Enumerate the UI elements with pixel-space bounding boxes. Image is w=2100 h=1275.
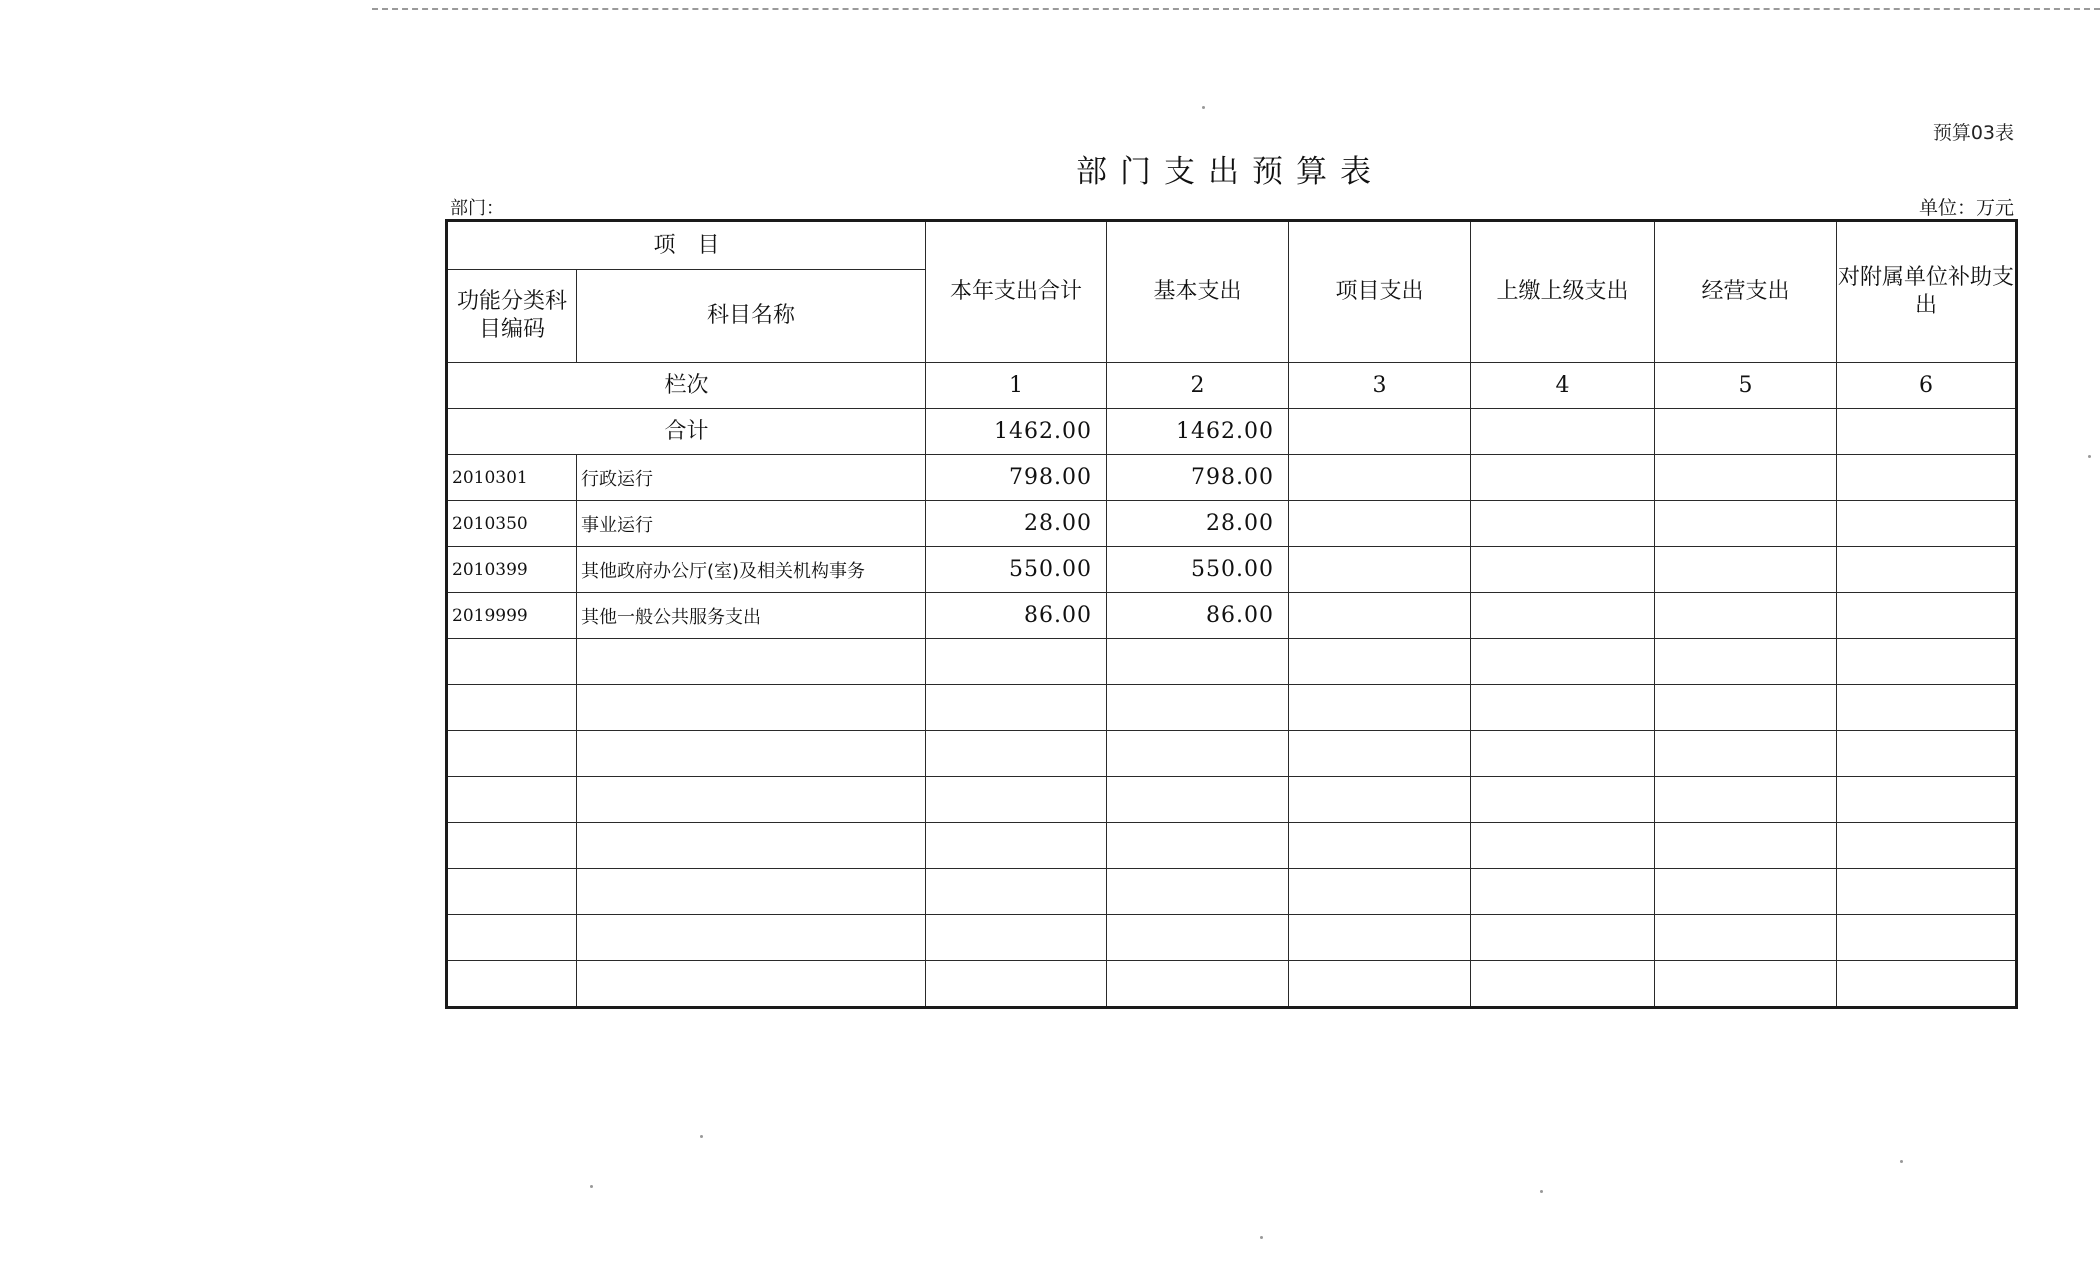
total-value — [1837, 409, 2017, 455]
row-value — [1471, 501, 1655, 547]
row-value — [1289, 455, 1471, 501]
total-value — [1471, 409, 1655, 455]
header-subject-name: 科目名称 — [577, 270, 926, 363]
page-title: 部门支出预算表 — [1076, 154, 1384, 190]
column-index-3: 3 — [1289, 363, 1471, 409]
header-col-total: 本年支出合计 — [926, 221, 1107, 363]
row-value — [1655, 455, 1837, 501]
column-index-5: 5 — [1655, 363, 1837, 409]
department-label: 部门： — [450, 198, 504, 219]
scan-speck — [700, 1135, 703, 1138]
row-value: 550.00 — [1107, 547, 1289, 593]
header-col-remit: 上缴上级支出 — [1471, 221, 1655, 363]
total-value — [1289, 409, 1471, 455]
empty-row — [447, 869, 2017, 915]
row-value: 28.00 — [1107, 501, 1289, 547]
row-value — [1655, 501, 1837, 547]
row-name: 行政运行 — [577, 455, 926, 501]
column-index-2: 2 — [1107, 363, 1289, 409]
row-value — [1837, 455, 2017, 501]
scan-speck — [1900, 1160, 1903, 1163]
table-row — [447, 455, 2017, 501]
header-col-basic: 基本支出 — [1107, 221, 1289, 363]
total-value: 1462.00 — [1107, 409, 1289, 455]
header-project: 项 目 — [447, 221, 926, 270]
form-code: 预算03表 — [1932, 122, 2014, 144]
row-value: 28.00 — [926, 501, 1107, 547]
scan-speck — [1260, 1236, 1263, 1239]
header-col-subsidy: 对附属单位补助支出 — [1837, 221, 2017, 363]
empty-row — [447, 961, 2017, 1008]
scan-edge-line — [372, 8, 2100, 10]
row-value — [1837, 547, 2017, 593]
row-value — [1471, 547, 1655, 593]
column-index-1: 1 — [926, 363, 1107, 409]
column-index-6: 6 — [1837, 363, 2017, 409]
row-value — [1289, 547, 1471, 593]
row-value: 798.00 — [926, 455, 1107, 501]
empty-row — [447, 639, 2017, 685]
row-name: 其他一般公共服务支出 — [577, 593, 926, 639]
column-index-4: 4 — [1471, 363, 1655, 409]
row-code: 2019999 — [447, 593, 577, 639]
row-value — [1837, 593, 2017, 639]
row-value: 550.00 — [926, 547, 1107, 593]
row-value — [1289, 593, 1471, 639]
row-value: 798.00 — [1107, 455, 1289, 501]
table-row — [447, 501, 2017, 547]
row-value — [1655, 547, 1837, 593]
scan-speck — [1202, 106, 1205, 109]
header-col-operating: 经营支出 — [1655, 221, 1837, 363]
row-value — [1289, 501, 1471, 547]
row-code: 2010301 — [447, 455, 577, 501]
table-row — [447, 547, 2017, 593]
table-row — [447, 593, 2017, 639]
row-value — [1655, 593, 1837, 639]
row-name: 其他政府办公厅(室)及相关机构事务 — [577, 547, 926, 593]
budget-table — [445, 219, 2018, 1009]
empty-row — [447, 915, 2017, 961]
unit-label: 单位：万元 — [1918, 197, 2014, 219]
row-value — [1471, 593, 1655, 639]
total-value — [1655, 409, 1837, 455]
scan-speck — [2088, 455, 2091, 458]
row-value — [1471, 455, 1655, 501]
row-name: 事业运行 — [577, 501, 926, 547]
header-col-project: 项目支出 — [1289, 221, 1471, 363]
row-code: 2010399 — [447, 547, 577, 593]
empty-row — [447, 685, 2017, 731]
empty-row — [447, 777, 2017, 823]
total-value: 1462.00 — [926, 409, 1107, 455]
scan-speck — [590, 1185, 593, 1188]
empty-row — [447, 731, 2017, 777]
row-value: 86.00 — [926, 593, 1107, 639]
total-label: 合计 — [447, 409, 926, 455]
row-code: 2010350 — [447, 501, 577, 547]
empty-row — [447, 823, 2017, 869]
column-index-label: 栏次 — [447, 363, 926, 409]
scan-speck — [1540, 1190, 1543, 1193]
header-func-code: 功能分类科目编码 — [447, 270, 577, 363]
total-row — [447, 409, 2017, 455]
row-value: 86.00 — [1107, 593, 1289, 639]
row-value — [1837, 501, 2017, 547]
